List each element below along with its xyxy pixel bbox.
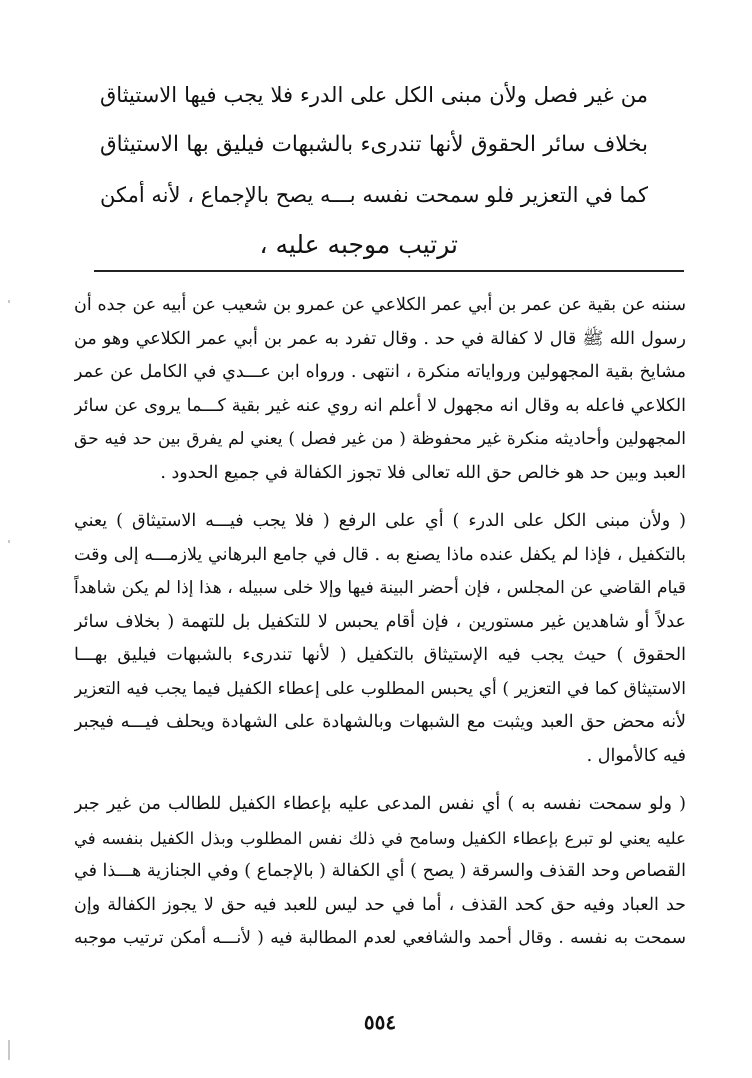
commentary-block [74,289,686,971]
commentary-line: قيام القاضي عن المجلس ، فإن أحضر البينة فيها وإلا خلى سبيله ، هذا إذا لم يكن شاهداً [74,578,686,598]
main-text-line: كما في التعزير فلو سمحت نفسه بـــه يصح بالإجماع ، لأنه أمكن [100,183,648,207]
commentary-line: الاستيثاق كما في التعزير ) أي يحبس المطلوب على إعطاء الكفيل فيما يجب فيه التعزير [74,678,686,699]
commentary-line: سمحت به نفسه . وقال أحمد والشافعي لعدم المطالبة فيه ( لأنـــه أمكن ترتيب موجبه [74,928,686,948]
commentary-paragraph [74,505,686,773]
commentary-line: حد العباد وفيه حق كحد القذف ، أما في حد ليس للعبد فيه حق لا يجوز الكفالة وإن [74,894,686,915]
commentary-line: المجهولين وأحاديثه منكرة غير محفوظة ( من غير فصل ) يعني لم يفرق بين حد فيه حق [74,429,686,449]
main-text-line: من غير فصل ولأن مبنى الكل على الدرء فلا يجب فيها الاستيثاق [100,83,648,107]
scan-mark [8,1040,10,1060]
commentary-line: الكلاعي فاعله به وقال انه مجهول لا أعلم انه روي عنه غير بقية كـــما يروى عن سائر [74,395,686,416]
main-text-line: ترتيب موجبه عليه ، [259,230,458,259]
scan-mark [8,300,10,303]
page-number: ٥٥٤ [363,1010,397,1034]
separator-rule [94,270,684,272]
commentary-line: بالتكفيل ، فإذا لم يكفل عنده ماذا يصنع به . قال في جامع البرهاني يلازمـــه إلى وقت [74,544,686,565]
main-text-block [100,70,648,270]
commentary-line: فيه كالأموال . [586,745,686,766]
commentary-line: عدلاً أو شاهدين غير مستورين ، فإن أقام يحبس لا للتكفيل بل للتهمة ( بخلاف سائر [74,611,686,632]
commentary-line: مشايخ بقية المجهولين ورواياته منكرة ، انتهى . ورواه ابن عـــدي في الكامل عن عمر [74,362,686,382]
commentary-line: القصاص وحد القذف والسرقة ( يصح ) أي الكفالة ( بالإجماع ) وفي الجنازية هـــذا في [74,861,686,881]
commentary-line: عليه يعني لو تبرع بإعطاء الكفيل وسامح في ذلك نفس المطلوب وبذل الكفيل بنفسه في [74,828,686,848]
commentary-line: سننه عن بقية عن عمر بن أبي عمر الكلاعي عن عمرو بن شعيب عن أبيه عن جده أن [74,295,686,315]
main-text-line: بخلاف سائر الحقوق لأنها تندرىء بالشبهات فيليق بها الاستيثاق [100,132,648,157]
commentary-line: الحقوق ) حيث يجب فيه الإستيثاق بالتكفيل ( لأنها تندرىء بالشبهات فيليق بهـــا [74,645,686,665]
commentary-line: رسول الله ﷺ قال لا كفالة في حد . وقال تفرد به عمر بن أبي عمر الكلاعي وهو من [74,328,686,349]
commentary-paragraph [74,289,686,490]
scan-mark [8,540,10,543]
commentary-paragraph [74,788,686,956]
commentary-line: ( ولأن مبنى الكل على الدرء ) أي على الرفع ( فلا يجب فيـــه الاستيثاق ) يعني [74,511,686,531]
commentary-line: ( ولو سمحت نفسه به ) أي نفس المدعى عليه بإعطاء الكفيل للطالب من غير جبر [74,794,686,814]
commentary-line: لأنه محض حق العبد ويثبت مع الشبهات وبالشهادة على الشهادة ويحلف فيـــه فيجبر [74,712,686,732]
commentary-line: العبد وبين حد هو خالص حق الله تعالى فلا تجوز الكفالة في جميع الحدود . [160,462,686,483]
